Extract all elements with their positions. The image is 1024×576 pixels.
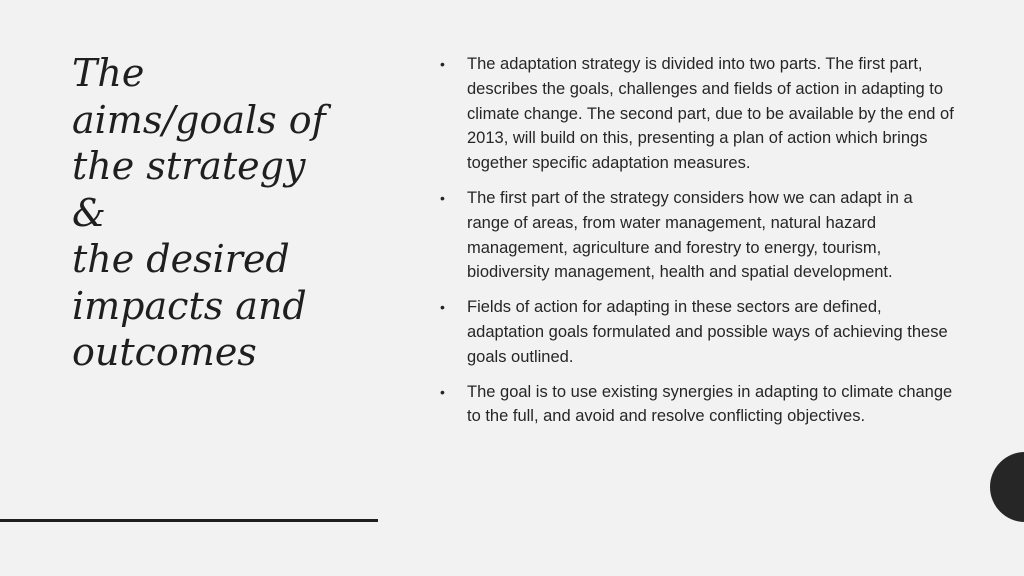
- bullet-list: [437, 52, 957, 439]
- bullet-text: The goal is to use existing synergies in adapting to climate change to the full, and avoid and resolve conflicting objectives.: [467, 382, 953, 426]
- title-line: impacts and: [72, 283, 307, 328]
- bullet-icon: •: [440, 299, 445, 316]
- title-line: outcomes: [72, 330, 257, 374]
- bullet-item: [437, 380, 957, 430]
- bullet-icon: •: [440, 383, 445, 400]
- bullet-item: [437, 52, 957, 176]
- bullet-text: The adaptation strategy is divided into two parts. The first part, describes the goals, challenges and fields of action in adapting to climate change. The second part, due to be available by the end of 2013, will build on this, presenting a plan of action which brings together specific adaptation measures.: [467, 55, 954, 173]
- title-underline: [0, 519, 378, 522]
- bullet-icon: •: [440, 189, 445, 206]
- slide-title: [72, 50, 372, 376]
- bullet-item: [437, 295, 957, 369]
- title-line: the desired: [72, 237, 290, 281]
- title-line: The: [72, 51, 145, 95]
- bullet-text: The first part of the strategy considers how we can adapt in a range of areas, from water management, natural hazard management, agriculture and forestry to energy, tourism, biodiversity management, health and spatial development.: [467, 188, 913, 282]
- bullet-item: [437, 186, 957, 285]
- decorative-circle: [990, 452, 1024, 522]
- title-line: aims/goals of: [72, 97, 326, 142]
- title-line: the strategy: [72, 144, 306, 188]
- title-line: &: [72, 190, 106, 235]
- bullet-icon: •: [440, 56, 445, 72]
- bullet-text: Fields of action for adapting in these sectors are defined, adaptation goals formulated and possible ways of achieving these goals outlined.: [467, 298, 948, 366]
